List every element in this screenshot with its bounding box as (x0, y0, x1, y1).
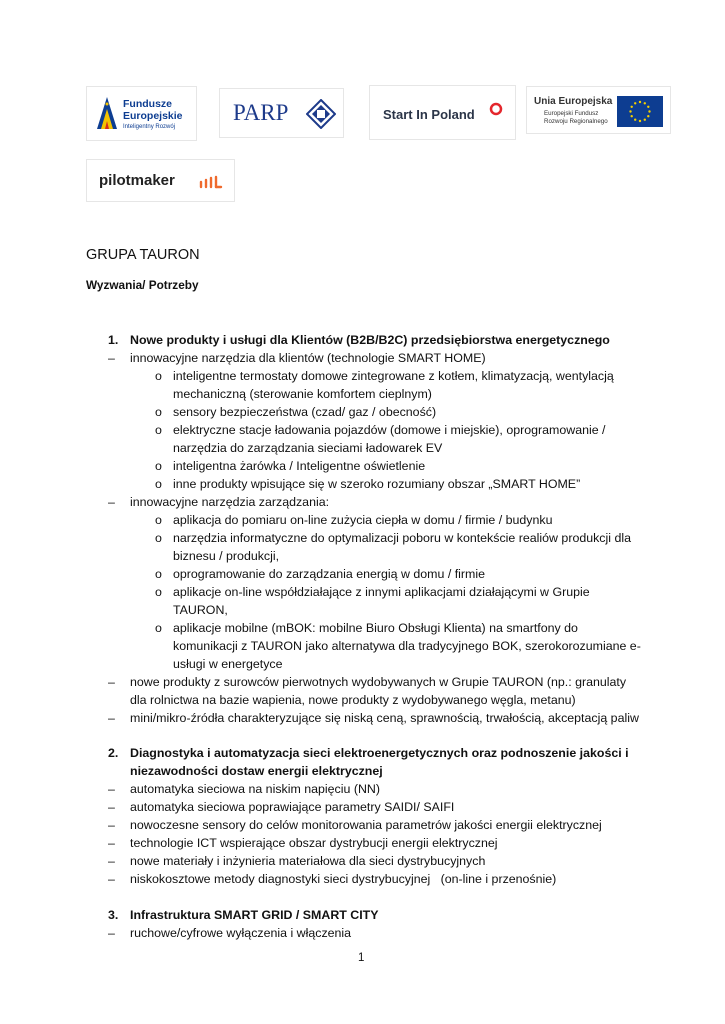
list-item: technologie ICT wspierające obszar dystrybucji energii elektrycznej (130, 836, 498, 850)
fundusze-europejskie-emblem-icon (95, 95, 119, 131)
parp-arrows-icon (306, 99, 336, 129)
sub-list-item: sensory bezpieczeństwa (czad/ gaz / obecność) (173, 405, 437, 419)
dash-marker: – (108, 782, 115, 796)
sub-list-item-cont: TAURON, (173, 603, 228, 617)
dash-marker: – (108, 926, 115, 940)
fundusze-europejskie-logo (86, 86, 197, 141)
section-title-cont: niezawodności dostaw energii elektrycznej (130, 764, 383, 778)
dash-marker: – (108, 854, 115, 868)
sip-ring-icon (489, 102, 503, 116)
dash-marker: – (108, 711, 115, 725)
section-title: Diagnostyka i automatyzacja sieci elektroenergetycznych oraz podnoszenie jakości i (130, 746, 629, 760)
document-subheading: Wyzwania/ Potrzeby (86, 278, 199, 292)
dash-marker: – (108, 872, 115, 886)
unia-europejska-logo (526, 86, 671, 134)
section-number: 2. (108, 746, 119, 760)
circle-marker: o (155, 531, 162, 545)
ue-line2: Europejski Fundusz (544, 110, 599, 117)
sub-list-item-cont: mechaniczną (sterowanie komfortem cieplnym) (173, 387, 432, 401)
sub-list-item: aplikacja do pomiaru on-line zużycia ciepła w domu / firmie / budynku (173, 513, 553, 527)
list-item: nowe materiały i inżynieria materiałowa dla sieci dystrybucyjnych (130, 854, 486, 868)
list-item: innowacyjne narzędzia dla klientów (technologie SMART HOME) (130, 351, 486, 365)
circle-marker: o (155, 423, 162, 437)
dash-marker: – (108, 800, 115, 814)
circle-marker: o (155, 405, 162, 419)
sub-list-item: inteligentna żarówka / Inteligentne oświetlenie (173, 459, 426, 473)
pilotmaker-bars-icon (198, 175, 224, 189)
list-item: ruchowe/cyfrowe wyłączenia i włączenia (130, 926, 352, 940)
sub-list-item-cont: komunikacji z TAURON jako alternatywa dla tradycyjnego BOK, szerokorozumiane e- (173, 639, 641, 653)
list-item: innowacyjne narzędzia zarządzania: (130, 495, 330, 509)
dash-marker: – (108, 351, 115, 365)
start-in-poland-logo (369, 85, 516, 140)
sub-list-item: aplikacje mobilne (mBOK: mobilne Biuro Obsługi Klienta) na smartfony do (173, 621, 578, 635)
sub-list-item-cont: usługi w energetyce (173, 657, 283, 671)
parp-text: PARP (233, 100, 289, 125)
sub-list-item: elektryczne stacje ładowania pojazdów (domowe i miejskie), oprogramowanie / (173, 423, 606, 437)
sub-list-item-cont: biznesu / produkcji, (173, 549, 280, 563)
list-item: mini/mikro-źródła charakteryzujące się niską ceną, sprawnością, trwałością, akceptacją paliw (130, 711, 639, 725)
eu-flag-icon (617, 96, 663, 127)
page-number: 1 (358, 952, 365, 964)
list-item: automatyka sieciowa na niskim napięciu (NN) (130, 782, 380, 796)
dash-marker: – (108, 495, 115, 509)
sub-list-item: aplikacje on-line współdziałające z innymi aplikacjami działającymi w Grupie (173, 585, 590, 599)
dash-marker: – (108, 675, 115, 689)
dash-marker: – (108, 818, 115, 832)
pilotmaker-logo (86, 159, 235, 202)
sip-text: Start In Poland (383, 107, 475, 122)
sub-list-item: narzędzia informatyczne do optymalizacji poboru w kontekście realiów produkcji dla (173, 531, 631, 545)
circle-marker: o (155, 513, 162, 527)
ue-line3: Rozwoju Regionalnego (544, 118, 608, 125)
list-item: automatyka sieciowa poprawiające parametry SAIDI/ SAIFI (130, 800, 455, 814)
sub-list-item: inteligentne termostaty domowe zintegrowane z kotłem, klimatyzacją, wentylacją (173, 369, 614, 383)
section-number: 3. (108, 908, 119, 922)
fe-line1: Fundusze (123, 98, 172, 110)
circle-marker: o (155, 585, 162, 599)
circle-marker: o (155, 567, 162, 581)
section-title: Nowe produkty i usługi dla Klientów (B2B/B2C) przedsiębiorstwa energetycznego (130, 333, 610, 347)
sub-list-item: inne produkty wpisujące się w szeroko rozumiany obszar „SMART HOME” (173, 477, 581, 491)
list-item: niskokosztowe metody diagnostyki sieci dystrybucyjnej (on-line i przenośnie) (130, 872, 557, 886)
section-number: 1. (108, 333, 119, 347)
pilotmaker-text: pilotmaker (99, 172, 175, 189)
sub-list-item-cont: narzędzia do zarządzania sieciami ładowarek EV (173, 441, 443, 455)
circle-marker: o (155, 477, 162, 491)
fe-line3: Inteligentny Rozwój (123, 124, 176, 130)
parp-logo (219, 88, 344, 138)
circle-marker: o (155, 621, 162, 635)
ue-line1: Unia Europejska (534, 96, 613, 107)
fe-line2: Europejskie (123, 110, 183, 122)
section-title: Infrastruktura SMART GRID / SMART CITY (130, 908, 379, 922)
list-item: nowoczesne sensory do celów monitorowania parametrów jakości energii elektrycznej (130, 818, 602, 832)
list-item: nowe produkty z surowców pierwotnych wydobywanych w Grupie TAURON (np.: granulaty (130, 675, 627, 689)
document-heading: GRUPA TAURON (86, 247, 200, 263)
list-item-cont: dla rolnictwa na bazie wapienia, nowe produkty z wydobywanego węgla, metanu) (130, 693, 576, 707)
circle-marker: o (155, 459, 162, 473)
sub-list-item: oprogramowanie do zarządzania energią w domu / firmie (173, 567, 485, 581)
dash-marker: – (108, 836, 115, 850)
circle-marker: o (155, 369, 162, 383)
